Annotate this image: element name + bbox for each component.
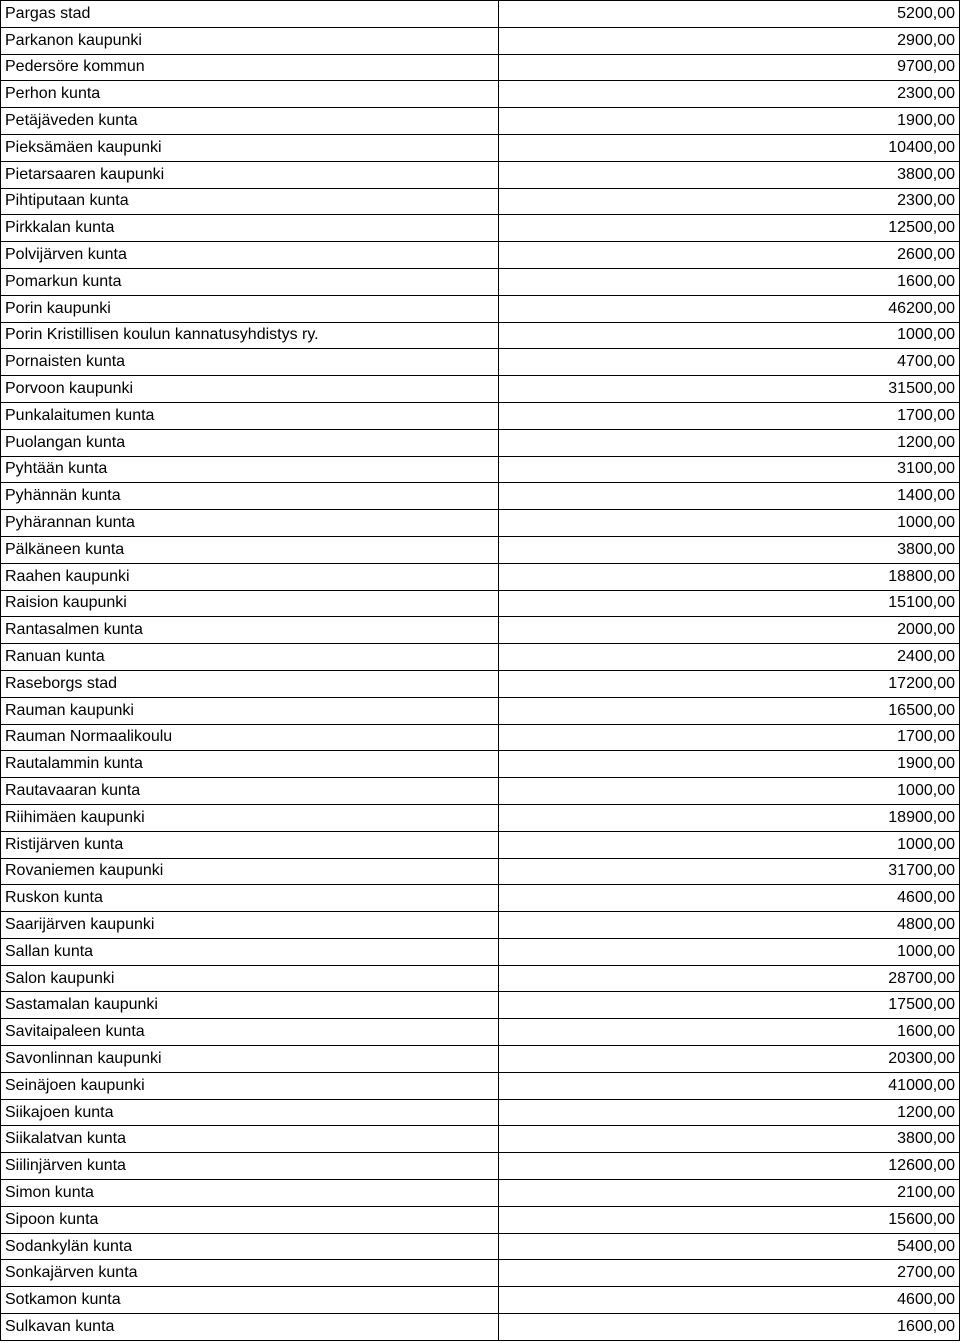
amount-cell: 31500,00 [499,376,960,403]
amount-cell: 20300,00 [499,1046,960,1073]
recipient-name-cell: Pihtiputaan kunta [1,188,499,215]
recipient-name-cell: Sallan kunta [1,938,499,965]
amount-cell: 17200,00 [499,670,960,697]
recipient-name-cell: Ranuan kunta [1,644,499,671]
table-row [1,992,960,1019]
amount-cell: 10400,00 [499,134,960,161]
amount-cell: 2000,00 [499,617,960,644]
recipient-name-cell: Rauman kaupunki [1,697,499,724]
recipient-name-cell: Sodankylän kunta [1,1233,499,1260]
amount-cell: 1600,00 [499,268,960,295]
amount-cell: 1000,00 [499,938,960,965]
amount-cell: 15100,00 [499,590,960,617]
amount-cell: 1000,00 [499,831,960,858]
recipient-name-cell: Parkanon kaupunki [1,27,499,54]
table-row [1,268,960,295]
table-row [1,54,960,81]
recipient-name-cell: Rautalammin kunta [1,751,499,778]
recipient-name-cell: Pedersöre kommun [1,54,499,81]
table-row [1,965,960,992]
table-row [1,1206,960,1233]
amount-cell: 2900,00 [499,27,960,54]
table-row [1,108,960,135]
table-row [1,1072,960,1099]
recipient-name-cell: Ristijärven kunta [1,831,499,858]
recipient-name-cell: Riihimäen kaupunki [1,804,499,831]
recipient-name-cell: Sonkajärven kunta [1,1260,499,1287]
amount-cell: 5200,00 [499,1,960,28]
amount-cell: 3100,00 [499,456,960,483]
recipient-name-cell: Pornaisten kunta [1,349,499,376]
recipient-name-cell: Rauman Normaalikoulu [1,724,499,751]
recipient-name-cell: Pyhärannan kunta [1,510,499,537]
amount-cell: 1000,00 [499,510,960,537]
amount-cell: 17500,00 [499,992,960,1019]
table-row [1,510,960,537]
amount-cell: 12600,00 [499,1153,960,1180]
amount-cell: 2300,00 [499,188,960,215]
recipient-name-cell: Simon kunta [1,1180,499,1207]
table-row [1,295,960,322]
recipient-name-cell: Pomarkun kunta [1,268,499,295]
amount-cell: 18900,00 [499,804,960,831]
recipient-name-cell: Sotkamon kunta [1,1287,499,1314]
table-row [1,912,960,939]
table-row [1,483,960,510]
amount-cell: 1900,00 [499,108,960,135]
table-row [1,1233,960,1260]
amount-cell: 1400,00 [499,483,960,510]
recipient-name-cell: Porin Kristillisen koulun kannatusyhdistys ry. [1,322,499,349]
table-row [1,429,960,456]
recipient-name-cell: Sulkavan kunta [1,1314,499,1341]
amount-cell: 1600,00 [499,1314,960,1341]
amount-cell: 3800,00 [499,536,960,563]
recipient-name-cell: Seinäjoen kaupunki [1,1072,499,1099]
table-row [1,27,960,54]
amount-cell: 5400,00 [499,1233,960,1260]
amount-cell: 1000,00 [499,322,960,349]
amount-cell: 2400,00 [499,644,960,671]
table-row [1,831,960,858]
amount-cell: 2300,00 [499,81,960,108]
recipient-name-cell: Pyhtään kunta [1,456,499,483]
amount-cell: 2100,00 [499,1180,960,1207]
table-row [1,563,960,590]
table-body [1,1,960,1341]
recipient-name-cell: Savitaipaleen kunta [1,1019,499,1046]
recipient-name-cell: Pargas stad [1,1,499,28]
table-row [1,1099,960,1126]
table-row [1,322,960,349]
recipient-name-cell: Ruskon kunta [1,885,499,912]
table-row [1,1,960,28]
recipient-name-cell: Pyhännän kunta [1,483,499,510]
amount-cell: 4600,00 [499,885,960,912]
recipient-name-cell: Pälkäneen kunta [1,536,499,563]
recipient-name-cell: Punkalaitumen kunta [1,402,499,429]
table-row [1,724,960,751]
amount-cell: 1200,00 [499,429,960,456]
table-row [1,670,960,697]
recipient-name-cell: Sastamalan kaupunki [1,992,499,1019]
recipient-name-cell: Siilinjärven kunta [1,1153,499,1180]
table-row [1,376,960,403]
recipient-name-cell: Porin kaupunki [1,295,499,322]
table-row [1,242,960,269]
recipient-name-cell: Petäjäveden kunta [1,108,499,135]
amount-cell: 12500,00 [499,215,960,242]
amount-cell: 9700,00 [499,54,960,81]
amount-cell: 4700,00 [499,349,960,376]
recipient-name-cell: Rovaniemen kaupunki [1,858,499,885]
table-row [1,349,960,376]
table-row [1,1046,960,1073]
amount-cell: 16500,00 [499,697,960,724]
recipient-name-cell: Raision kaupunki [1,590,499,617]
table-row [1,188,960,215]
table-row [1,804,960,831]
table-row [1,778,960,805]
table-row [1,751,960,778]
table-row [1,536,960,563]
table-row [1,456,960,483]
table-row [1,161,960,188]
recipient-name-cell: Pirkkalan kunta [1,215,499,242]
amount-cell: 1700,00 [499,724,960,751]
table-row [1,617,960,644]
recipient-name-cell: Raahen kaupunki [1,563,499,590]
table-row [1,1314,960,1341]
recipient-name-cell: Pieksämäen kaupunki [1,134,499,161]
amount-cell: 4800,00 [499,912,960,939]
amount-cell: 41000,00 [499,1072,960,1099]
table-row [1,697,960,724]
amount-cell: 31700,00 [499,858,960,885]
recipient-name-cell: Rautavaaran kunta [1,778,499,805]
table-row [1,1287,960,1314]
table-row [1,858,960,885]
table-row [1,402,960,429]
amount-cell: 1200,00 [499,1099,960,1126]
table-row [1,134,960,161]
recipient-name-cell: Raseborgs stad [1,670,499,697]
amount-cell: 3800,00 [499,161,960,188]
table-row [1,885,960,912]
recipient-name-cell: Puolangan kunta [1,429,499,456]
recipient-name-cell: Rantasalmen kunta [1,617,499,644]
table-row [1,81,960,108]
table-row [1,215,960,242]
amount-cell: 1700,00 [499,402,960,429]
table-row [1,1180,960,1207]
recipient-name-cell: Sipoon kunta [1,1206,499,1233]
recipient-name-cell: Pietarsaaren kaupunki [1,161,499,188]
table-row [1,590,960,617]
recipient-name-cell: Siikajoen kunta [1,1099,499,1126]
amount-cell: 1000,00 [499,778,960,805]
recipient-name-cell: Polvijärven kunta [1,242,499,269]
recipient-name-cell: Saarijärven kaupunki [1,912,499,939]
amount-cell: 4600,00 [499,1287,960,1314]
table-row [1,1260,960,1287]
amount-cell: 15600,00 [499,1206,960,1233]
recipient-name-cell: Salon kaupunki [1,965,499,992]
amount-cell: 1900,00 [499,751,960,778]
recipient-name-cell: Perhon kunta [1,81,499,108]
table-row [1,644,960,671]
amount-cell: 1600,00 [499,1019,960,1046]
amount-cell: 46200,00 [499,295,960,322]
table-row [1,1019,960,1046]
recipient-name-cell: Porvoon kaupunki [1,376,499,403]
recipient-name-cell: Savonlinnan kaupunki [1,1046,499,1073]
table-row [1,1153,960,1180]
recipient-name-cell: Siikalatvan kunta [1,1126,499,1153]
amount-cell: 2700,00 [499,1260,960,1287]
amount-cell: 2600,00 [499,242,960,269]
table-row [1,1126,960,1153]
amount-cell: 3800,00 [499,1126,960,1153]
amount-cell: 18800,00 [499,563,960,590]
amount-cell: 28700,00 [499,965,960,992]
table-row [1,938,960,965]
